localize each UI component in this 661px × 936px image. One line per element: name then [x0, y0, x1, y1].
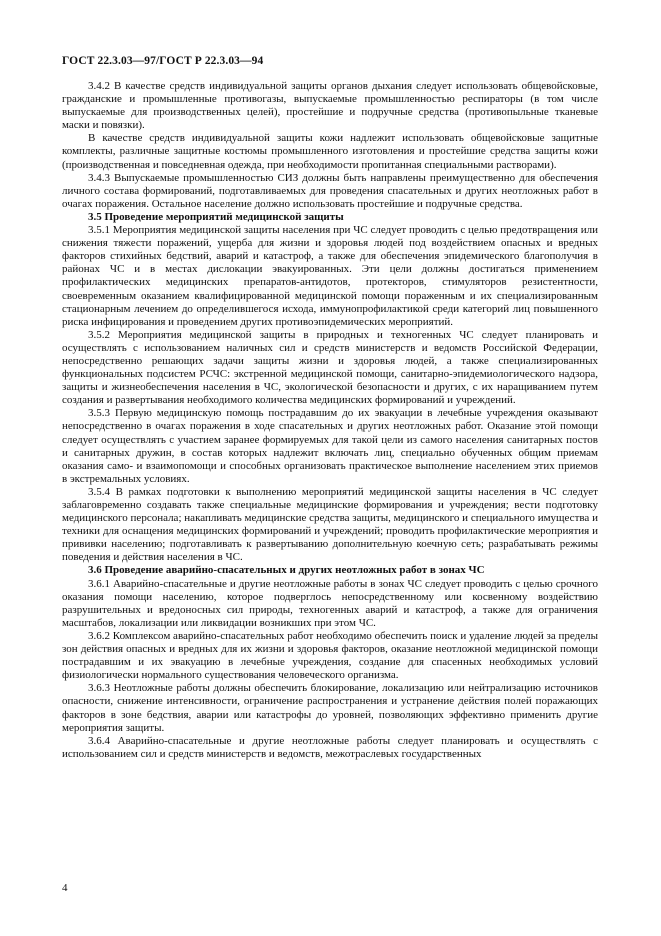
- paragraph-3-4-2: 3.4.2 В качестве средств индивидуальной защиты органов дыхания следует использовать общевойсковые, гражданские и промышленные противогазы, выпускаемые промышленностью респираторы (в том числе выпускаемые для производственных целей), простейшие и подручные средства (противопыльные тканевые маски и повязки).: [62, 80, 598, 132]
- paragraph-3-5-1: 3.5.1 Мероприятия медицинской защиты населения при ЧС следует проводить с целью предотвращения или снижения тяжести поражений, ущерба для жизни и здоровья людей под воздействием опасных и вредных факторов стихийных бедствий, аварий и катастроф, а также для обеспечения эпидемического благополучия в районах ЧС и в местах дислокации эвакуированных. Эти цели должны достигаться применением профилактических медицинских препаратов-антидотов, протекторов, стимуляторов резистентности, своевременным оказанием квалифицированной медицинской помощи пораженным и их специализированным стационарным лечением до определившегося исхода, иммунопрофилактикой среди категорий лиц повышенного риска инфицирования и проведением других противоэпидемических мероприятий.: [62, 224, 598, 328]
- paragraph-3-5-3: 3.5.3 Первую медицинскую помощь пострадавшим до их эвакуации в лечебные учреждения оказывают непосредственно в очагах поражения в ходе спасательных и других неотложных работ. Оказание этой помощи следует осуществлять с участием заранее формируемых для такой цели из самого населения санитарных постов и санитарных дружин, в состав которых надлежит включать лиц, специально обученных общим приемам оказания само- и взаимопомощи и способных организовать практическое выполнение населением этих приемов в экстремальных условиях.: [62, 407, 598, 485]
- paragraph-3-4-3: 3.4.3 Выпускаемые промышленностью СИЗ должны быть направлены преимущественно для обеспечения личного состава формирований, подготавливаемых для проведения спасательных и других неотложных работ в очагах поражения. Остальное население должно использовать простейшие и подручные средства.: [62, 171, 598, 210]
- paragraph-3-6-2: 3.6.2 Комплексом аварийно-спасательных работ необходимо обеспечить поиск и удаление людей за пределы зон действия опасных и вредных для их жизни и здоровья факторов, оказание неотложной медицинской помощи пострадавшим и их эвакуацию в лечебные учреждения, создание для спасенных необходимых условий физиологически нормального существования человеческого организма.: [62, 629, 598, 682]
- paragraph-3-5-4: 3.5.4 В рамках подготовки к выполнению мероприятий медицинской защиты населения в ЧС следует заблаговременно создавать также специальные медицинские формирования и учреждения; вести подготовку медицинского персонала; накапливать медицинские средства защиты, медицинского и специального имущества и техники для оснащения медицинских формирований и учреждений; проводить профилактические мероприятия и прививки населению; подготавливать к развертыванию дополнительную коечную сеть; разрабатывать режимы поведения и действия населения в ЧС.: [62, 485, 598, 564]
- section-heading-3-5: 3.5 Проведение мероприятий медицинской защиты: [88, 210, 344, 223]
- paragraph-3-4-2-skin: В качестве средств индивидуальной защиты кожи надлежит использовать общевойсковые защитные комплекты, различные защитные костюмы промышленного изготовления и простейшие средства защиты кожи (производственная и повседневная одежда, при необходимости пропитанная специальными растворами).: [62, 132, 598, 171]
- page-number: 4: [62, 882, 68, 894]
- document-body: [62, 80, 598, 761]
- paragraph-3-6-1: 3.6.1 Аварийно-спасательные и другие неотложные работы в зонах ЧС следует проводить с целью срочного оказания помощи населению, которое подверглось непосредственному или косвенному воздействию разрушительных и вредоносных сил природы, техногенных аварий и катастроф, а также для ограничения масштабов, локализации или ликвидации возникших при этом ЧС.: [62, 577, 598, 629]
- paragraph-3-6-3: 3.6.3 Неотложные работы должны обеспечить блокирование, локализацию или нейтрализацию источников опасности, снижение интенсивности, ограничение распространения и устранение действия полей поражающих факторов в зоне бедствия, аварии или катастрофы до уровней, позволяющих эффективно применить другие мероприятия защиты.: [62, 682, 598, 734]
- section-heading-3-6: 3.6 Проведение аварийно-спасательных и других неотложных работ в зонах ЧС: [88, 564, 485, 577]
- paragraph-3-6-4: 3.6.4 Аварийно-спасательные и другие неотложные работы следует планировать и осуществлять с использованием сил и средств министерств и ведомств, межотраслевых государственных: [62, 734, 598, 760]
- page-header: ГОСТ 22.3.03—97/ГОСТ Р 22.3.03—94: [62, 55, 264, 67]
- paragraph-3-5-2: 3.5.2 Мероприятия медицинской защиты в природных и техногенных ЧС следует планировать и осуществлять с использованием наличных сил и средств министерств и ведомств Российской Федерации, непосредственно решающих задачи защиты жизни и здоровья людей, а также специализированных функциональных подсистем РСЧС: экстренной медицинской помощи, санитарно-эпидемиологического надзора, защиты и жизнеобеспечения населения в ЧС, экологической безопасности и других, с их наращиванием путем создания и развертывания необходимого количества медицинских формирований и учреждений.: [62, 328, 598, 407]
